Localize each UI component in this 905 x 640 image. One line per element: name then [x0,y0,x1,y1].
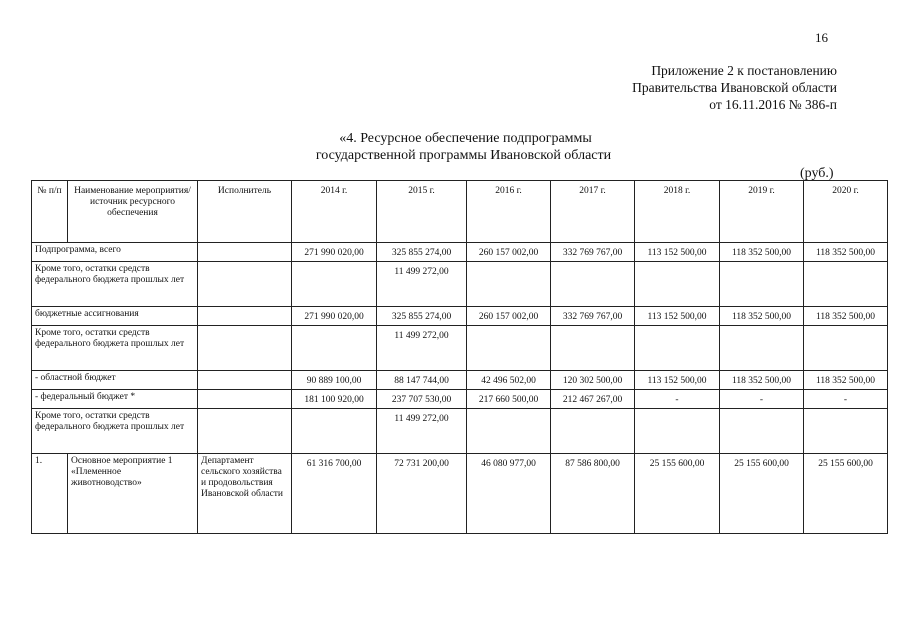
row-num: 1. [32,454,68,534]
cell-2018: 113 152 500,00 [635,371,720,390]
cell-2019 [720,409,804,454]
cell-2015: 11 499 272,00 [377,262,467,307]
cell-2020 [804,262,888,307]
header-num: № п/п [32,181,68,243]
appendix-line-2: Правительства Ивановской области [632,80,837,95]
cell-2017: 87 586 800,00 [551,454,635,534]
row-executor: Департамент сельского хозяйства и продовольствия Ивановской области [198,454,292,534]
cell-2015: 325 855 274,00 [377,307,467,326]
row-name: Кроме того, остатки средств федерального бюджета прошлых лет [32,262,198,307]
cell-2018: 113 152 500,00 [635,307,720,326]
resource-table [31,180,888,534]
cell-2019: 118 352 500,00 [720,243,804,262]
cell-2019: 118 352 500,00 [720,307,804,326]
cell-2018 [635,326,720,371]
row-executor [198,390,292,409]
header-2016: 2016 г. [467,181,551,243]
cell-2015: 88 147 744,00 [377,371,467,390]
cell-2020: - [804,390,888,409]
cell-2019: 25 155 600,00 [720,454,804,534]
cell-2019: 118 352 500,00 [720,371,804,390]
cell-2016: 217 660 500,00 [467,390,551,409]
cell-2016 [467,409,551,454]
cell-2014 [292,409,377,454]
cell-2017: 332 769 767,00 [551,307,635,326]
title-line-1: «4. Ресурсное обеспечение подпрограммы [339,131,592,146]
cell-2016 [467,262,551,307]
cell-2014: 271 990 020,00 [292,307,377,326]
cell-2015: 325 855 274,00 [377,243,467,262]
table-row [32,243,888,262]
row-name: Кроме того, остатки средств федерального бюджета прошлых лет [32,326,198,371]
cell-2017 [551,326,635,371]
cell-2016: 42 496 502,00 [467,371,551,390]
appendix-line-3: от 16.11.2016 № 386-п [709,97,837,112]
header-2018: 2018 г. [635,181,720,243]
cell-2015: 72 731 200,00 [377,454,467,534]
cell-2014 [292,326,377,371]
cell-2017 [551,409,635,454]
header-executor: Исполнитель [198,181,292,243]
row-name: - федеральный бюджет * [32,390,198,409]
table-header-row [32,181,888,243]
row-executor [198,262,292,307]
cell-2020 [804,409,888,454]
cell-2016 [467,326,551,371]
cell-2014 [292,262,377,307]
cell-2014: 90 889 100,00 [292,371,377,390]
cell-2017: 120 302 500,00 [551,371,635,390]
appendix-reference [632,62,837,113]
row-name: - областной бюджет [32,371,198,390]
cell-2017: 332 769 767,00 [551,243,635,262]
cell-2016: 46 080 977,00 [467,454,551,534]
page-number: 16 [815,30,828,45]
cell-2018: - [635,390,720,409]
row-executor [198,326,292,371]
row-executor [198,307,292,326]
table-row [32,262,888,307]
row-executor [198,409,292,454]
cell-2016: 260 157 002,00 [467,243,551,262]
cell-2020: 25 155 600,00 [804,454,888,534]
table-row [32,371,888,390]
row-name: Основное мероприятие 1 «Племенное животноводство» [68,454,198,534]
cell-2018: 25 155 600,00 [635,454,720,534]
currency-unit: (руб.) [800,166,834,181]
cell-2018 [635,409,720,454]
cell-2020: 118 352 500,00 [804,243,888,262]
cell-2020: 118 352 500,00 [804,307,888,326]
table-row [32,390,888,409]
row-name: Подпрограмма, всего [32,243,198,262]
title-line-2: государственной программы Ивановской области [315,148,612,163]
row-name: бюджетные ассигнования [32,307,198,326]
cell-2019 [720,262,804,307]
table-row [32,326,888,371]
table-row [32,409,888,454]
header-2014: 2014 г. [292,181,377,243]
table-row [32,307,888,326]
cell-2014: 181 100 920,00 [292,390,377,409]
row-executor [198,243,292,262]
cell-2020: 118 352 500,00 [804,371,888,390]
cell-2018 [635,262,720,307]
header-name: Наименование мероприятия/ источник ресурсного обеспечения [68,181,198,243]
cell-2016: 260 157 002,00 [467,307,551,326]
cell-2018: 113 152 500,00 [635,243,720,262]
cell-2015: 237 707 530,00 [377,390,467,409]
cell-2017: 212 467 267,00 [551,390,635,409]
cell-2015: 11 499 272,00 [377,409,467,454]
header-2017: 2017 г. [551,181,635,243]
cell-2020 [804,326,888,371]
cell-2017 [551,262,635,307]
cell-2019: - [720,390,804,409]
cell-2014: 271 990 020,00 [292,243,377,262]
row-name: Кроме того, остатки средств федерального бюджета прошлых лет [32,409,198,454]
header-2020: 2020 г. [804,181,888,243]
table-row [32,454,888,534]
cell-2015: 11 499 272,00 [377,326,467,371]
row-executor [198,371,292,390]
cell-2014: 61 316 700,00 [292,454,377,534]
cell-2019 [720,326,804,371]
header-2019: 2019 г. [720,181,804,243]
section-title [0,130,905,164]
header-2015: 2015 г. [377,181,467,243]
appendix-line-1: Приложение 2 к постановлению [651,63,837,78]
